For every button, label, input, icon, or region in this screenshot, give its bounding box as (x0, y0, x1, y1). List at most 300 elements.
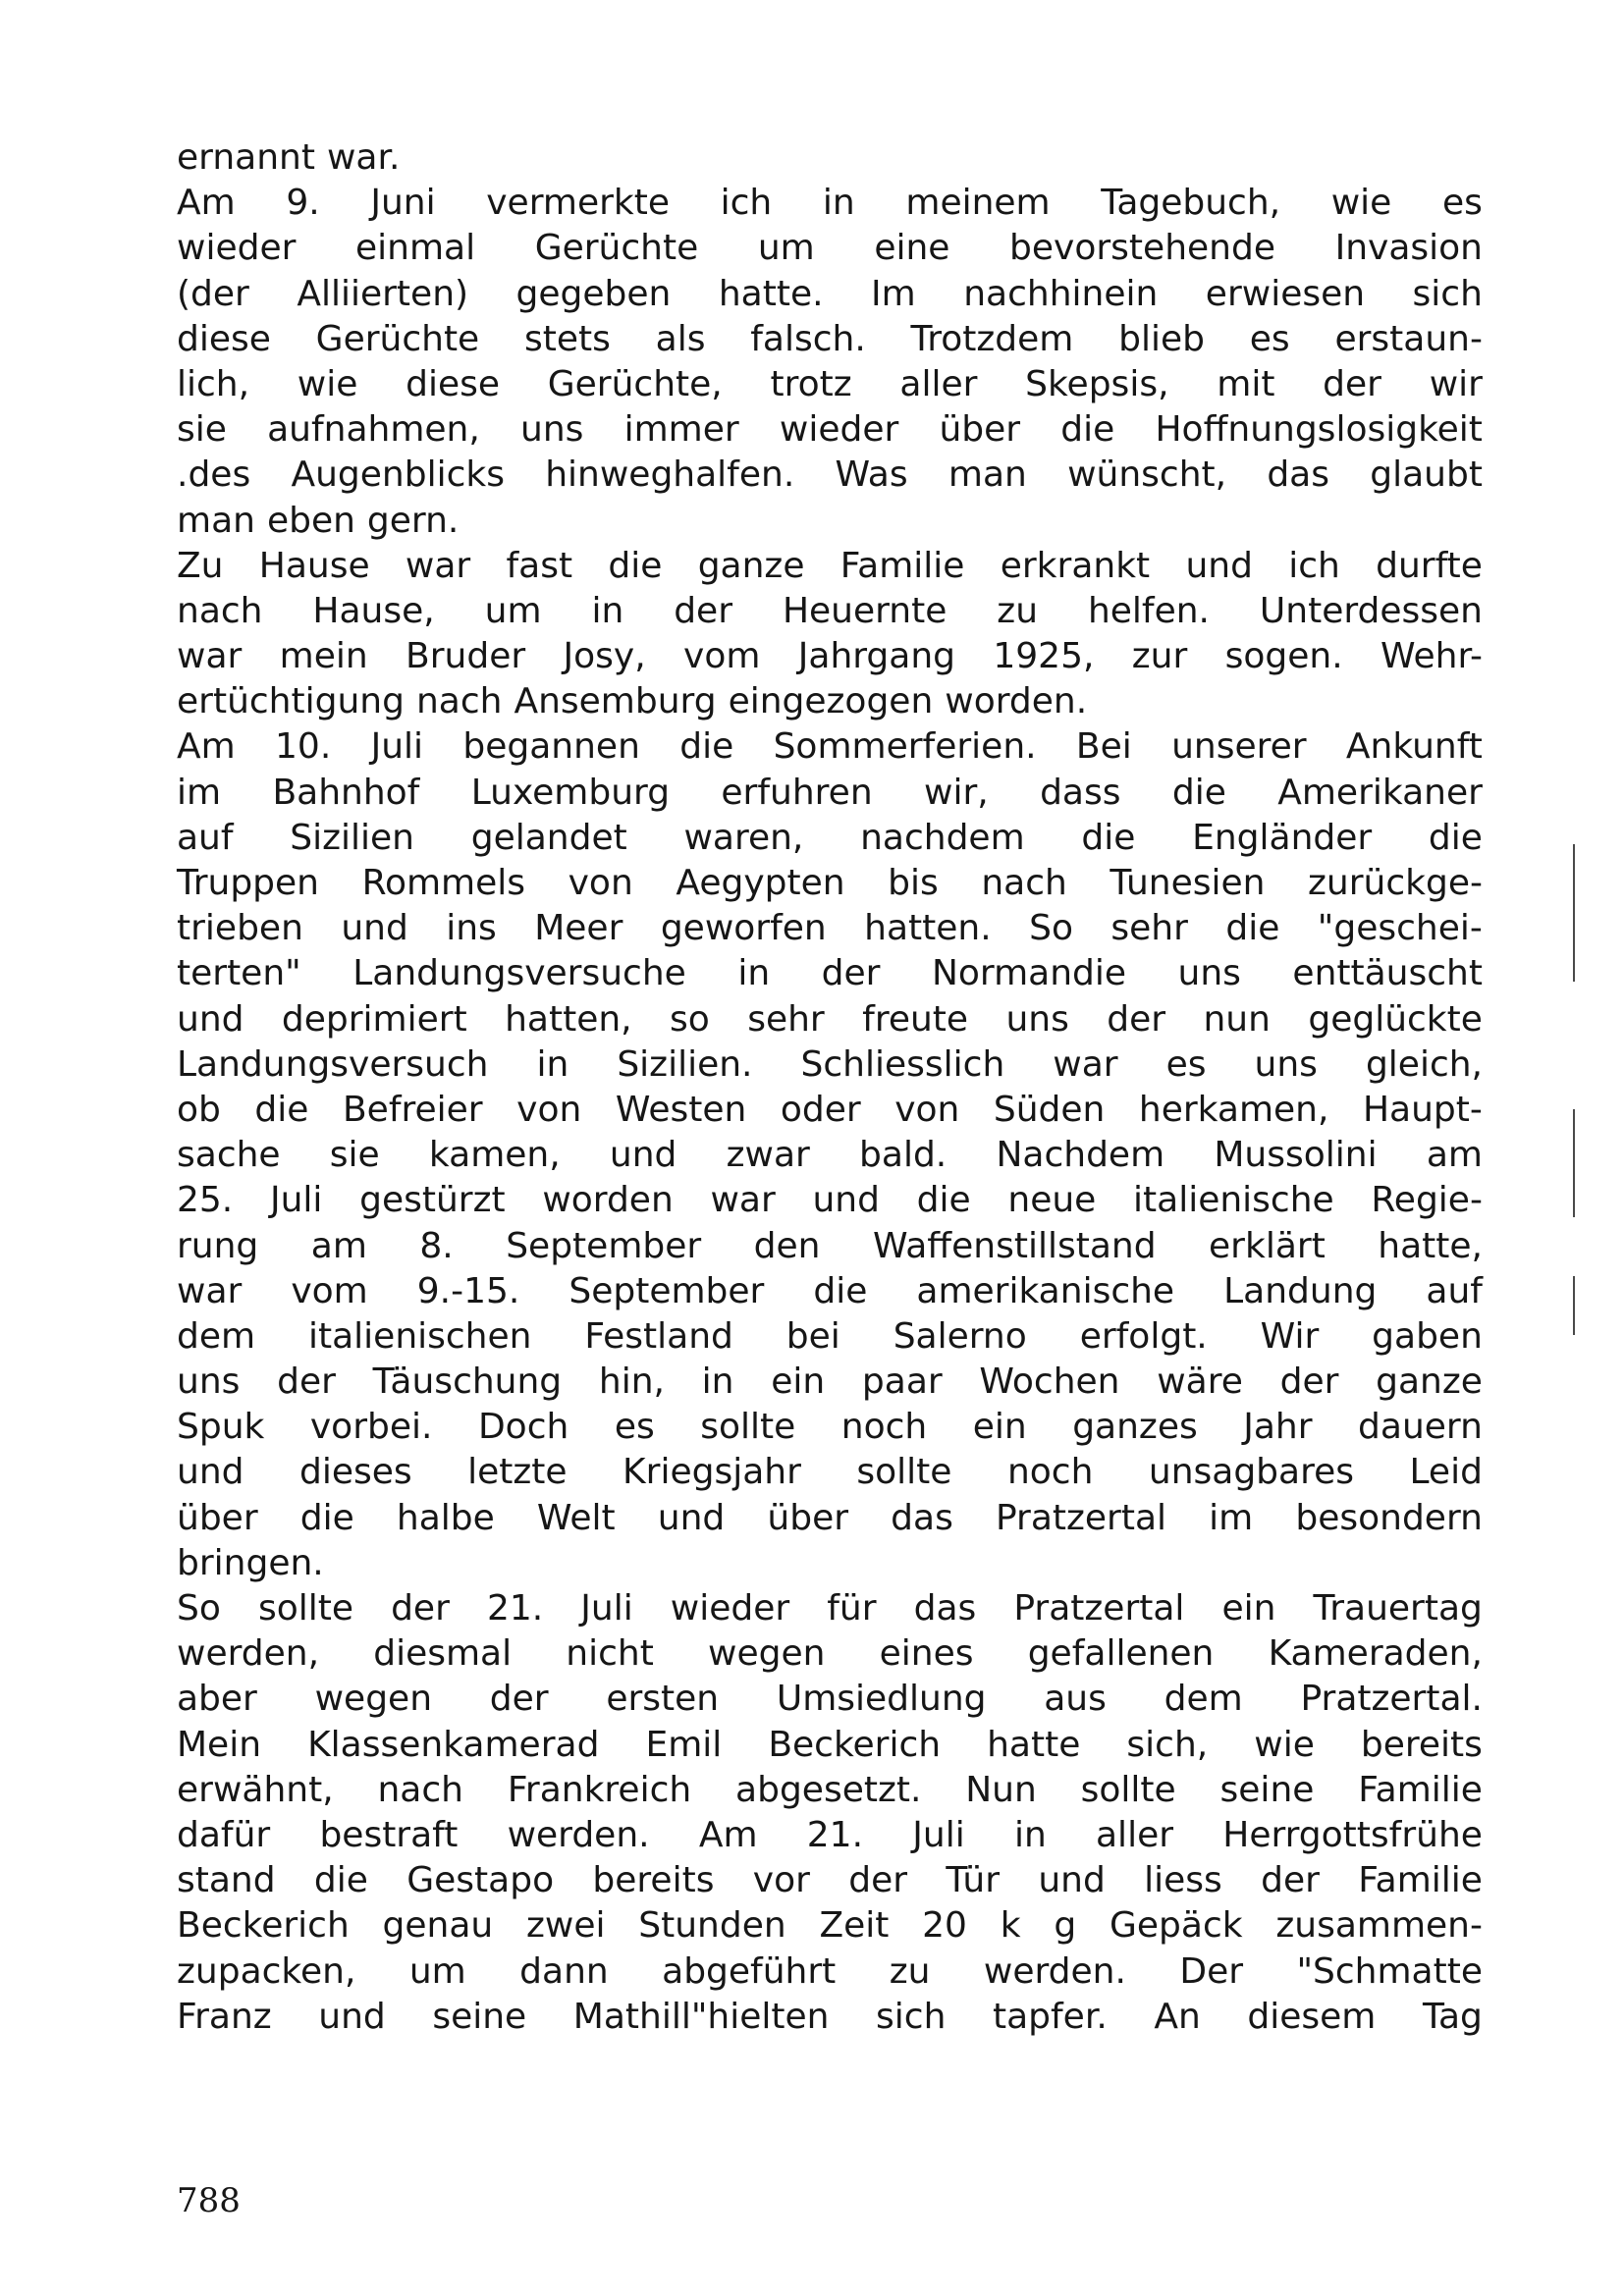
word: von (894, 1089, 960, 1130)
word: der (391, 1588, 450, 1629)
word: Trauertag (1313, 1588, 1483, 1629)
word: Hause (258, 545, 370, 586)
word: uns (1177, 953, 1241, 994)
word: nach (415, 681, 503, 722)
word: sache (177, 1135, 281, 1176)
word: k (1000, 1905, 1021, 1947)
word: ich (720, 183, 773, 224)
word: sollte (257, 1588, 354, 1629)
word: erkrankt (1000, 545, 1151, 586)
text-line (177, 816, 1483, 861)
word: in (1013, 1814, 1047, 1855)
word: mit (1217, 363, 1275, 404)
word: Beckerich (768, 1724, 942, 1765)
word: Tagebuch, (1101, 183, 1281, 224)
word: erwiesen (1205, 273, 1366, 314)
word: Regie- (1371, 1180, 1483, 1221)
word: unsagbares (1148, 1452, 1355, 1493)
word: Luxemburg (470, 772, 671, 813)
word: Emil (645, 1724, 723, 1765)
word: sehr (1110, 908, 1188, 949)
word: nachhinein (963, 273, 1159, 314)
word: Stunden (638, 1905, 786, 1947)
word: am (1426, 1135, 1483, 1176)
word: im (177, 772, 222, 813)
word: meinem (905, 183, 1051, 224)
word: wir (1429, 363, 1483, 404)
word: 1925, (993, 636, 1095, 677)
word: hatten, (505, 998, 632, 1040)
text-line (177, 1224, 1483, 1269)
word: dem (177, 1315, 256, 1357)
word: Kameraden, (1268, 1633, 1483, 1675)
word: Gepäck (1109, 1905, 1243, 1947)
word: Augenblicks (291, 454, 505, 496)
word: vor (752, 1860, 810, 1901)
word: zu (889, 1950, 931, 1992)
word: ins (446, 908, 497, 949)
word: Süden (993, 1089, 1106, 1130)
word: aus (1044, 1679, 1107, 1720)
text-line (177, 906, 1483, 951)
word: gestürzt (359, 1180, 506, 1221)
word: dieses (298, 1452, 412, 1493)
word: Skepsis, (1025, 363, 1169, 404)
word: von (568, 863, 633, 903)
word: Herrgottsfrühe (1222, 1814, 1483, 1855)
word: geglückte (1308, 998, 1483, 1040)
word: Juli (912, 1814, 965, 1855)
page-number: 788 (177, 2181, 241, 2220)
word: man (947, 454, 1027, 496)
word: Am (177, 183, 236, 224)
word: Bahnhof (272, 772, 420, 813)
word: diese (406, 363, 501, 404)
word: sich, (1126, 1724, 1209, 1765)
word: wie (297, 363, 358, 404)
word: Invasion (1334, 228, 1483, 269)
text-line (177, 1723, 1483, 1768)
word: war (1053, 1043, 1118, 1085)
word: hin, (598, 1362, 665, 1403)
word: die (254, 1089, 309, 1130)
word: Hoffnungslosigkeit (1155, 409, 1483, 451)
word: dem (1164, 1679, 1243, 1720)
word: falsch. (750, 318, 866, 359)
word: Sizilien (290, 817, 415, 858)
text-line (177, 951, 1483, 996)
word: Mathill"hielten (572, 1996, 830, 2037)
word: Haupt- (1362, 1089, 1483, 1130)
word: sollte (1080, 1769, 1176, 1810)
word: Waffenstillstand (872, 1225, 1157, 1266)
word: das (891, 1497, 953, 1538)
text-line (177, 861, 1483, 906)
word: gegeben (515, 273, 672, 314)
word: diese (177, 318, 271, 359)
word: Truppen (177, 863, 319, 903)
word: bereits (592, 1860, 715, 1901)
word: besondern (1295, 1497, 1483, 1538)
word: amerikanische (916, 1270, 1175, 1311)
text-line (177, 724, 1483, 770)
word: auf (177, 817, 234, 858)
word: unserer (1171, 726, 1307, 768)
word: An (1154, 1996, 1201, 2037)
word: sollte (856, 1452, 952, 1493)
word: sogen. (1224, 636, 1343, 677)
text-line (177, 272, 1483, 317)
word: und (1185, 545, 1253, 586)
word: man (177, 500, 255, 541)
word: (der (177, 273, 249, 314)
word: ganze (697, 545, 805, 586)
word: Zeit (819, 1905, 890, 1947)
word: Jahr (1243, 1407, 1313, 1448)
word: Landung (1223, 1270, 1378, 1311)
word: hatte. (718, 273, 824, 314)
text-line (177, 226, 1483, 271)
word: immer (623, 409, 739, 451)
word: glaubt (1370, 454, 1483, 496)
text-line (177, 1450, 1483, 1495)
text-line (177, 181, 1483, 226)
word: Meer (534, 908, 623, 949)
word: ob (177, 1089, 221, 1130)
word: Tunesien (1110, 863, 1266, 903)
word: 21. (806, 1814, 864, 1855)
text-line (177, 317, 1483, 362)
word: nachdem (860, 817, 1025, 858)
word: ein (1221, 1588, 1276, 1629)
text-line (177, 1949, 1483, 1995)
word: Normandie (931, 953, 1127, 994)
word: und (318, 1996, 386, 2037)
text-line (177, 1496, 1483, 1541)
word: uns (177, 1362, 241, 1403)
word: noch (1006, 1452, 1094, 1493)
text-line (177, 1813, 1483, 1858)
word: wie (1254, 1724, 1315, 1765)
word: Zu (177, 545, 224, 586)
word: nicht (566, 1633, 654, 1675)
text-line (177, 135, 1483, 181)
word: Unterdessen (1259, 590, 1483, 631)
word: "Schmatte (1296, 1950, 1483, 1992)
word: Tag (1422, 1996, 1483, 2037)
word: um (408, 1950, 466, 1992)
word: trieben (177, 908, 303, 949)
word: die (1081, 817, 1136, 858)
word: war (177, 1270, 243, 1311)
word: ganzes (1072, 1407, 1198, 1448)
word: zwar (726, 1135, 810, 1176)
word: die (1225, 908, 1280, 949)
word: wünscht, (1067, 454, 1227, 496)
text-line (177, 453, 1483, 498)
word: ein (972, 1407, 1027, 1448)
word: vom (291, 1270, 368, 1311)
word: So (177, 1588, 221, 1629)
word: hatte (987, 1724, 1081, 1765)
word: war (710, 1180, 776, 1221)
word: in (701, 1362, 734, 1403)
word: die (299, 1497, 354, 1538)
word: die (313, 1860, 368, 1901)
word: es (614, 1407, 655, 1448)
word: italienischen (307, 1315, 532, 1357)
word: wegen (708, 1633, 826, 1675)
text-line (177, 1586, 1483, 1631)
word: in (737, 953, 771, 994)
word: Leid (1409, 1452, 1483, 1493)
word: erfolgt. (1079, 1315, 1208, 1357)
word: italienische (1133, 1180, 1334, 1221)
word: Der (1179, 1950, 1244, 1992)
word: aufnahmen, (267, 409, 480, 451)
text-line (177, 1042, 1483, 1088)
text-line (177, 1360, 1483, 1405)
word: wegen (314, 1679, 433, 1720)
word: nach (981, 863, 1067, 903)
word: gleich, (1365, 1043, 1483, 1085)
word: Sizilien. (617, 1043, 753, 1085)
word: um (757, 228, 815, 269)
text-line (177, 997, 1483, 1042)
word: wie (1330, 183, 1392, 224)
word: sie (329, 1135, 380, 1176)
word: sollte (700, 1407, 796, 1448)
word: Hause, (312, 590, 435, 631)
word: 10. (275, 726, 332, 768)
word: Familie (1358, 1769, 1483, 1810)
word: Trotzdem (910, 318, 1074, 359)
word: Gestapo (406, 1860, 555, 1901)
word: lich, (177, 363, 250, 404)
word: die (1060, 409, 1115, 451)
word: wieder (670, 1588, 790, 1629)
text-line (177, 407, 1483, 453)
word: dann (519, 1950, 609, 1992)
word: Juli (580, 1588, 633, 1629)
word: Kriegsjahr (623, 1452, 801, 1493)
word: aller (899, 363, 978, 404)
word: genau (382, 1905, 494, 1947)
word: der (1323, 363, 1381, 404)
word: abgeführt (662, 1950, 837, 1992)
word: zusammen- (1275, 1905, 1483, 1947)
word: werden. (507, 1814, 650, 1855)
word: diesmal (373, 1633, 513, 1675)
word: die (1171, 772, 1226, 813)
word: ein (771, 1362, 826, 1403)
text-line (177, 499, 1483, 544)
word: aber (177, 1679, 257, 1720)
word: über (939, 409, 1021, 451)
text-line (177, 771, 1483, 816)
word: und (177, 1452, 244, 1493)
text-line (177, 1133, 1483, 1178)
text-line (177, 1269, 1483, 1314)
word: September (506, 1225, 702, 1266)
word: liess (1144, 1860, 1222, 1901)
word: Tür (946, 1860, 1001, 1901)
word: Juli (269, 1180, 323, 1221)
word: zurückge- (1308, 863, 1483, 903)
word: Salerno (893, 1315, 1027, 1357)
word: g (1054, 1905, 1077, 1947)
text-line (177, 679, 1483, 724)
word: Familie (1358, 1860, 1483, 1901)
word: terten" (177, 953, 301, 994)
word: 9.-15. (416, 1270, 520, 1311)
word: und (1038, 1860, 1106, 1901)
word: rung (177, 1225, 259, 1266)
word: Landungsversuch (177, 1043, 489, 1085)
text-line (177, 1314, 1483, 1360)
word: es (1165, 1043, 1207, 1085)
word: vom (683, 636, 761, 677)
word: "geschei- (1317, 908, 1483, 949)
text-line (177, 1768, 1483, 1813)
word: Welt (536, 1497, 616, 1538)
word: bis (888, 863, 939, 903)
word: Sommerferien. (773, 726, 1037, 768)
word: und (609, 1135, 677, 1176)
text-line (177, 1541, 1483, 1586)
word: Frankreich (507, 1769, 692, 1810)
word: im (1209, 1497, 1254, 1538)
word: Ansemburg (514, 681, 717, 722)
word: uns (520, 409, 584, 451)
word: abgesetzt. (735, 1769, 922, 1810)
word: von (516, 1089, 582, 1130)
word: geworfen (660, 908, 827, 949)
word: gefallenen (1027, 1633, 1215, 1675)
word: über (177, 1497, 258, 1538)
word: vorbei. (309, 1407, 433, 1448)
word: war (405, 545, 471, 586)
word: der (1261, 1860, 1320, 1901)
word: Familie (839, 545, 965, 586)
word: stand (177, 1860, 276, 1901)
word: war. (326, 137, 401, 178)
word: Festland (584, 1315, 733, 1357)
word: mein (279, 636, 368, 677)
word: .des (177, 454, 251, 496)
word: und (657, 1497, 726, 1538)
word: wäre (1157, 1362, 1243, 1403)
margin-line (1573, 1276, 1575, 1335)
word: hatten. (864, 908, 992, 949)
word: der (1107, 998, 1166, 1040)
text-line (177, 1178, 1483, 1223)
word: Doch (477, 1407, 569, 1448)
word: in (822, 183, 855, 224)
word: nun (1203, 998, 1271, 1040)
word: die (916, 1180, 971, 1221)
word: Juli (370, 726, 424, 768)
word: über (767, 1497, 849, 1538)
word: der (848, 1860, 908, 1901)
word: nach (377, 1769, 463, 1810)
word: dauern (1358, 1407, 1483, 1448)
word: blieb (1118, 318, 1205, 359)
word: ernannt (177, 137, 315, 178)
word: bald. (859, 1135, 947, 1176)
word: Bruder (406, 636, 526, 677)
word: uns (1005, 998, 1069, 1040)
word: wieder (177, 228, 297, 269)
word: So (1029, 908, 1073, 949)
word: Mein (177, 1724, 262, 1765)
word: wir, (924, 772, 989, 813)
word: eines (879, 1633, 974, 1675)
text-line (177, 1088, 1483, 1133)
word: deprimiert (281, 998, 467, 1040)
word: so (670, 998, 710, 1040)
word: werden, (177, 1633, 320, 1675)
word: in (536, 1043, 569, 1085)
word: 8. (419, 1225, 454, 1266)
word: Josy, (563, 636, 646, 677)
word: Pratzertal (1013, 1588, 1185, 1629)
word: kamen, (428, 1135, 561, 1176)
word: Am (177, 726, 236, 768)
word: wieder (779, 409, 899, 451)
word: bevorstehende (1009, 228, 1275, 269)
word: Klassenkamerad (307, 1724, 600, 1765)
word: und (177, 998, 244, 1040)
word: Beckerich (177, 1905, 350, 1947)
word: waren, (683, 817, 804, 858)
margin-line (1573, 1109, 1575, 1217)
word: Mussolini (1214, 1135, 1378, 1176)
word: um (484, 590, 542, 631)
word: Gerüchte (315, 318, 480, 359)
word: diesem (1247, 1996, 1377, 2037)
word: Landungsversuche (352, 953, 686, 994)
word: seine (1219, 1769, 1315, 1810)
word: bringen. (177, 1542, 324, 1583)
text-line (177, 362, 1483, 407)
word: worden (542, 1180, 674, 1221)
word: eingezogen (728, 681, 934, 722)
word: auf (1426, 1270, 1483, 1311)
word: ich (1288, 545, 1340, 586)
word: ganze (1376, 1362, 1483, 1403)
word: ersten (606, 1679, 720, 1720)
word: eben (266, 500, 355, 541)
word: den (753, 1225, 821, 1266)
word: Gerüchte (534, 228, 699, 269)
word: Rommels (361, 863, 526, 903)
word: September (568, 1270, 765, 1311)
word: die (813, 1270, 868, 1311)
word: noch (840, 1407, 928, 1448)
word: der (277, 1362, 336, 1403)
word: dafür (177, 1814, 271, 1855)
word: Westen (615, 1089, 747, 1130)
word: die (1428, 817, 1483, 858)
word: Befreier (342, 1089, 483, 1130)
word: freute (862, 998, 969, 1040)
word: Nachdem (996, 1135, 1165, 1176)
word: werden. (983, 1950, 1126, 1992)
text-line (177, 634, 1483, 679)
text-line (177, 1405, 1483, 1450)
word: gaben (1372, 1315, 1483, 1357)
